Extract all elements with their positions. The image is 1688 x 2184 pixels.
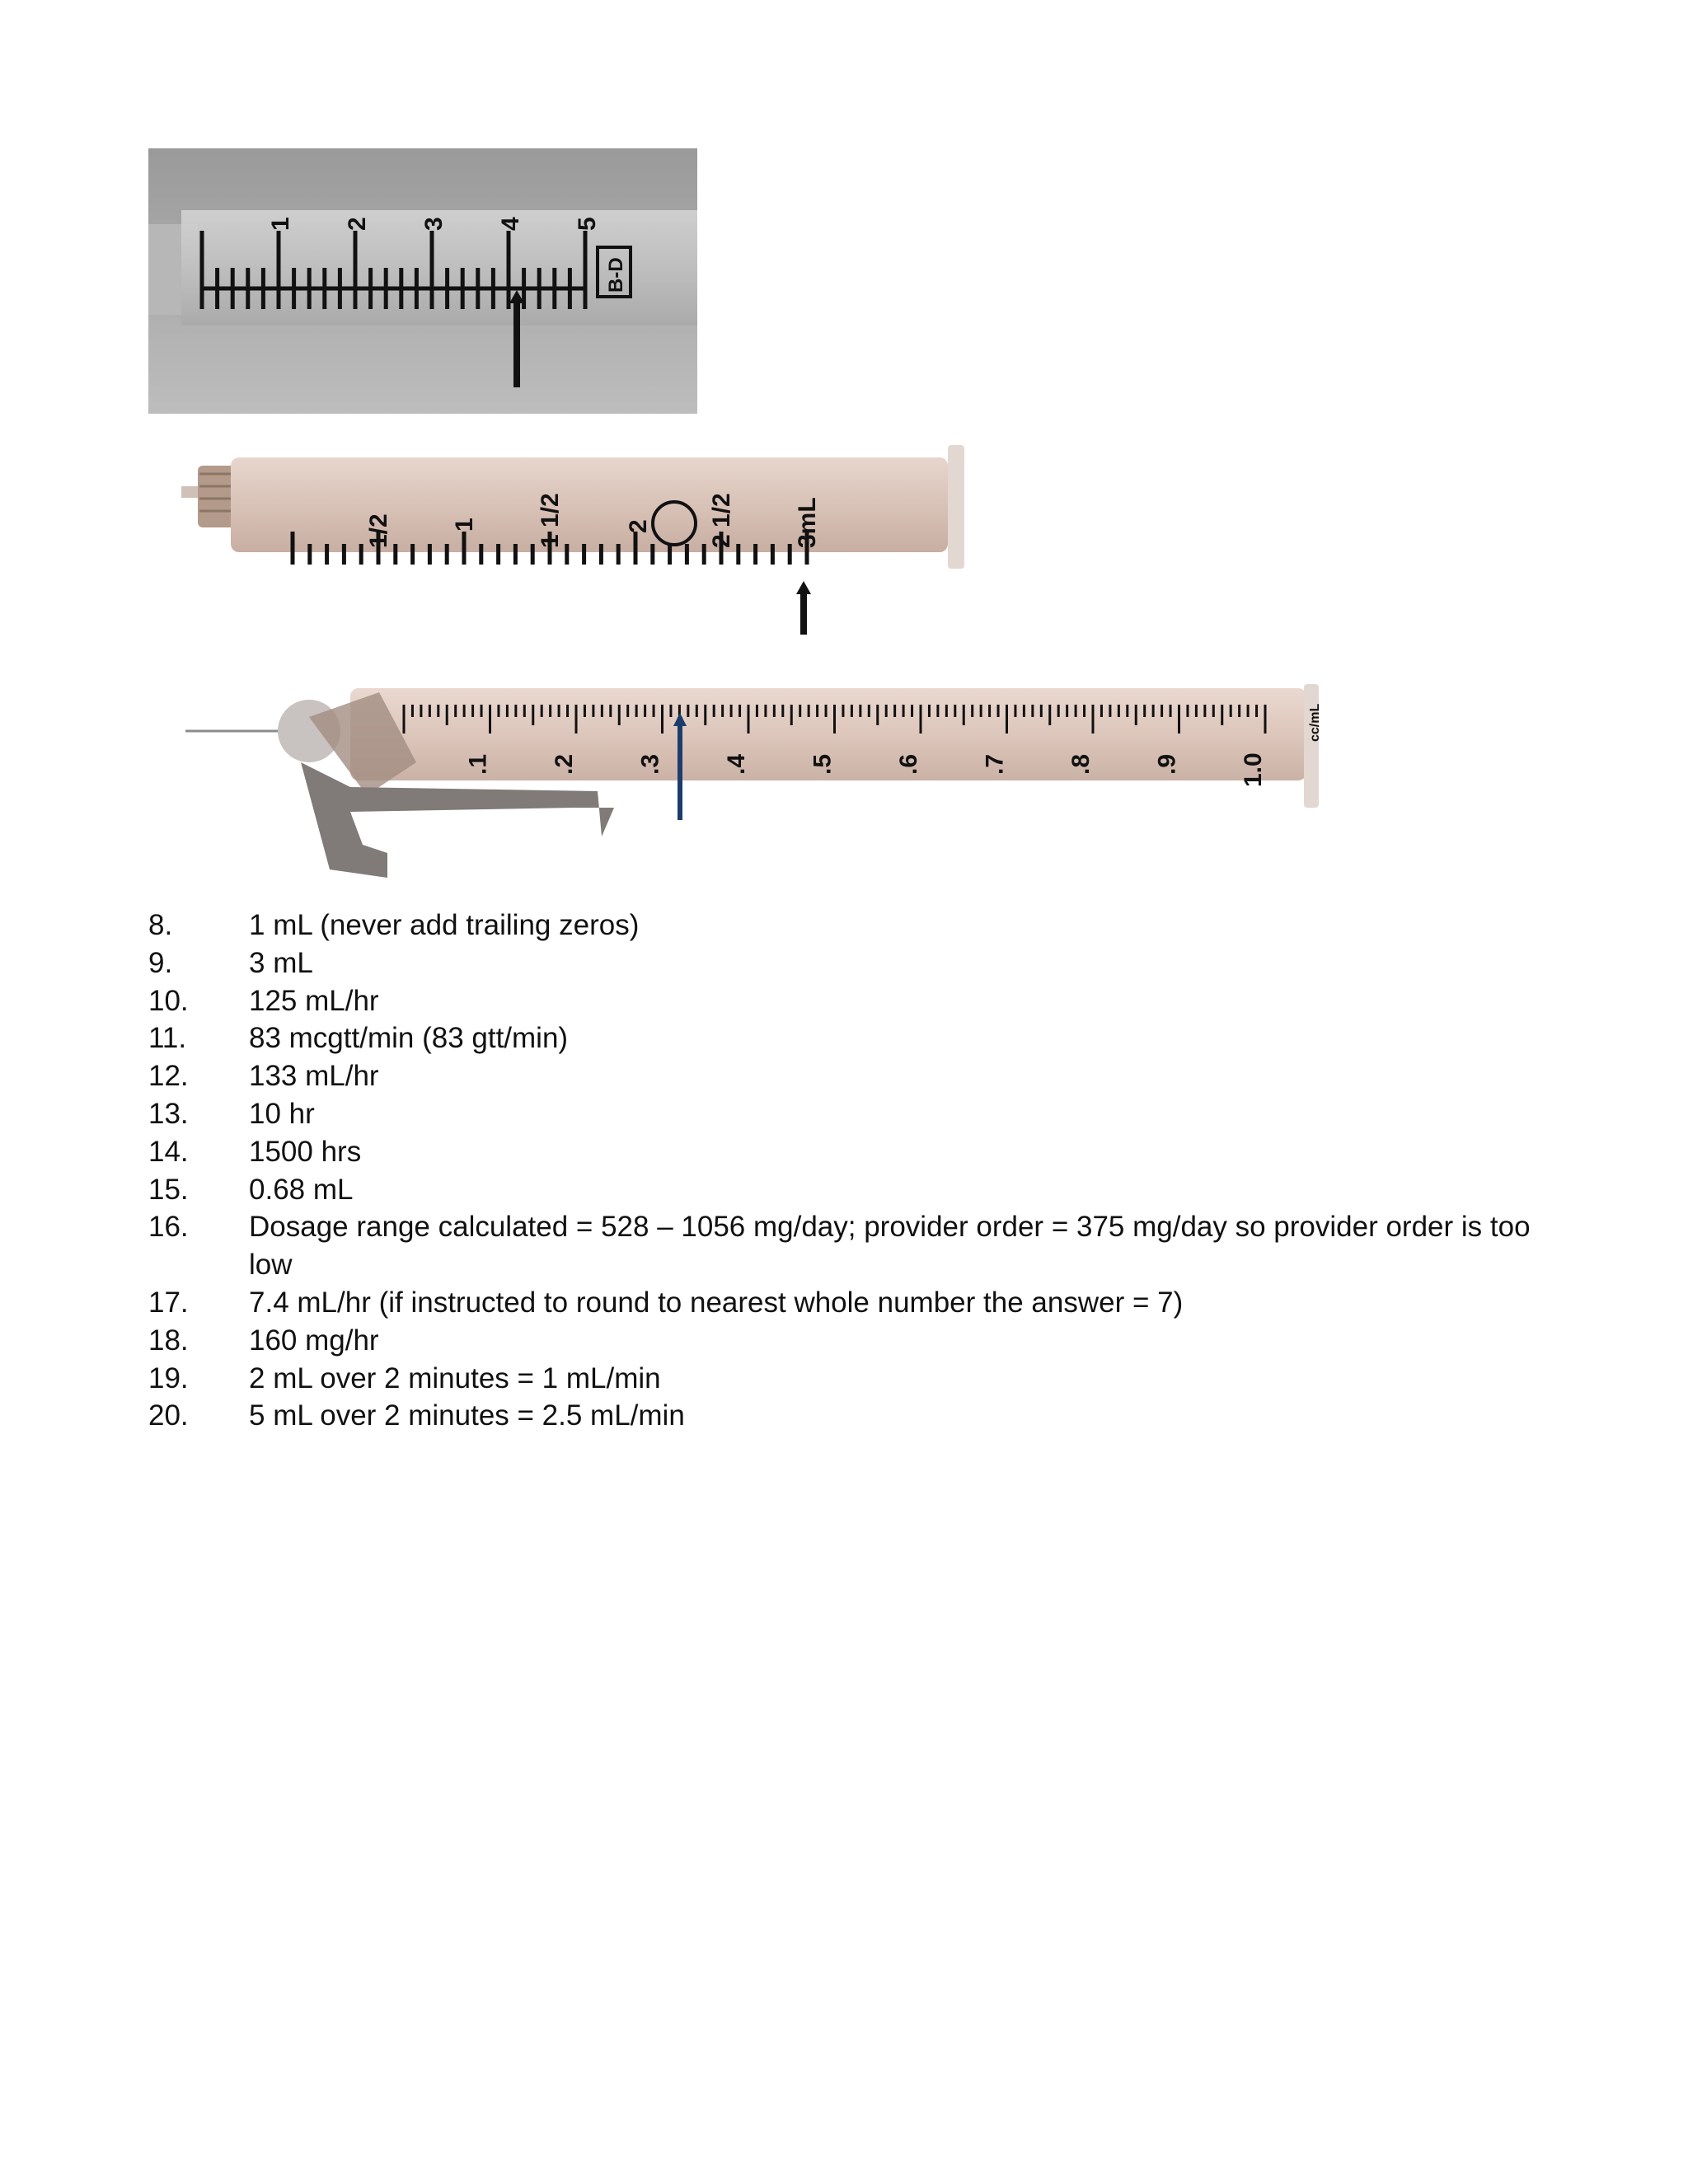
answer-number: 16. <box>148 1211 189 1244</box>
answer-item <box>148 1057 1566 1095</box>
answer-text: 3 mL <box>249 946 313 979</box>
answer-text: 2 mL over 2 minutes = 1 mL/min <box>249 1361 661 1394</box>
answer-item <box>148 1133 1566 1171</box>
answer-number: 14. <box>148 1135 189 1168</box>
answer-item <box>148 1360 1566 1398</box>
answer-item <box>148 1171 1566 1209</box>
answer-text: Dosage range calculated = 528 – 1056 mg/day; provider order = 375 mg/day so provider order is too low <box>249 1211 1531 1282</box>
answer-number: 8. <box>148 909 173 941</box>
scale-label: 1 1/2 <box>537 493 564 548</box>
answer-text: 0.68 mL <box>249 1173 354 1206</box>
scale-label: 3 <box>420 217 448 231</box>
answer-text: 160 mg/hr <box>249 1324 379 1357</box>
answer-item <box>148 907 1566 944</box>
syringe-5ml-figure <box>148 148 697 414</box>
answer-list <box>148 907 1566 1435</box>
answer-text: 7.4 mL/hr (if instructed to round to nearest whole number the answer = 7) <box>249 1286 1184 1319</box>
syringe-3ml-figure <box>181 441 1014 643</box>
scale-label: 5 <box>574 217 601 231</box>
scale-label: .3 <box>636 753 664 775</box>
scale-label: 2 <box>625 519 652 533</box>
answer-number: 10. <box>148 984 189 1017</box>
answer-number: 13. <box>148 1097 189 1130</box>
syringe-1ml-figure <box>185 672 1451 886</box>
scale-label: 4 <box>497 217 524 231</box>
answer-text: 5 mL over 2 minutes = 2.5 mL/min <box>249 1399 685 1432</box>
answer-item <box>148 1095 1566 1133</box>
scale-label: 1/2 <box>365 513 392 548</box>
answer-number: 9. <box>148 946 173 979</box>
answer-number: 12. <box>148 1060 189 1093</box>
scale-label: 2 1/2 <box>708 493 735 548</box>
answer-item <box>148 944 1566 982</box>
answer-text: 10 hr <box>249 1097 315 1130</box>
syringe-5ml-brand: B-D <box>605 257 627 293</box>
answer-number: 11. <box>148 1022 187 1055</box>
answer-text: 125 mL/hr <box>249 984 379 1017</box>
answer-number: 17. <box>148 1286 189 1319</box>
answer-number: 19. <box>148 1361 189 1394</box>
answer-item <box>148 982 1566 1020</box>
answer-text: 133 mL/hr <box>249 1060 379 1093</box>
scale-label: .1 <box>464 753 492 775</box>
scale-label: .9 <box>1153 753 1181 775</box>
scale-label: .8 <box>1067 753 1095 775</box>
answer-text: 83 mcgtt/min (83 gtt/min) <box>249 1022 569 1055</box>
answer-number: 18. <box>148 1324 189 1357</box>
answer-number: 15. <box>148 1173 189 1206</box>
scale-label: .5 <box>809 753 837 775</box>
scale-label: 3mL <box>794 497 821 548</box>
answer-text: 1500 hrs <box>249 1135 362 1168</box>
scale-label: 2 <box>344 217 371 231</box>
answer-number: 20. <box>148 1399 189 1432</box>
scale-label: .4 <box>723 753 750 775</box>
arrow-icon <box>796 581 811 635</box>
scale-label: .6 <box>895 753 922 775</box>
scale-label: .7 <box>981 753 1009 775</box>
scale-label: 1 <box>451 518 478 532</box>
answer-item <box>148 1397 1566 1435</box>
answer-item <box>148 1208 1566 1284</box>
answer-item <box>148 1322 1566 1360</box>
scale-label: .2 <box>551 753 578 775</box>
scale-label: 1.0 <box>1240 752 1267 787</box>
answer-text: 1 mL (never add trailing zeros) <box>249 909 640 941</box>
scale-label: 1 <box>267 217 294 231</box>
answer-item <box>148 1019 1566 1057</box>
answer-item <box>148 1284 1566 1322</box>
syringe-1ml-unit: cc/mL <box>1308 703 1322 742</box>
